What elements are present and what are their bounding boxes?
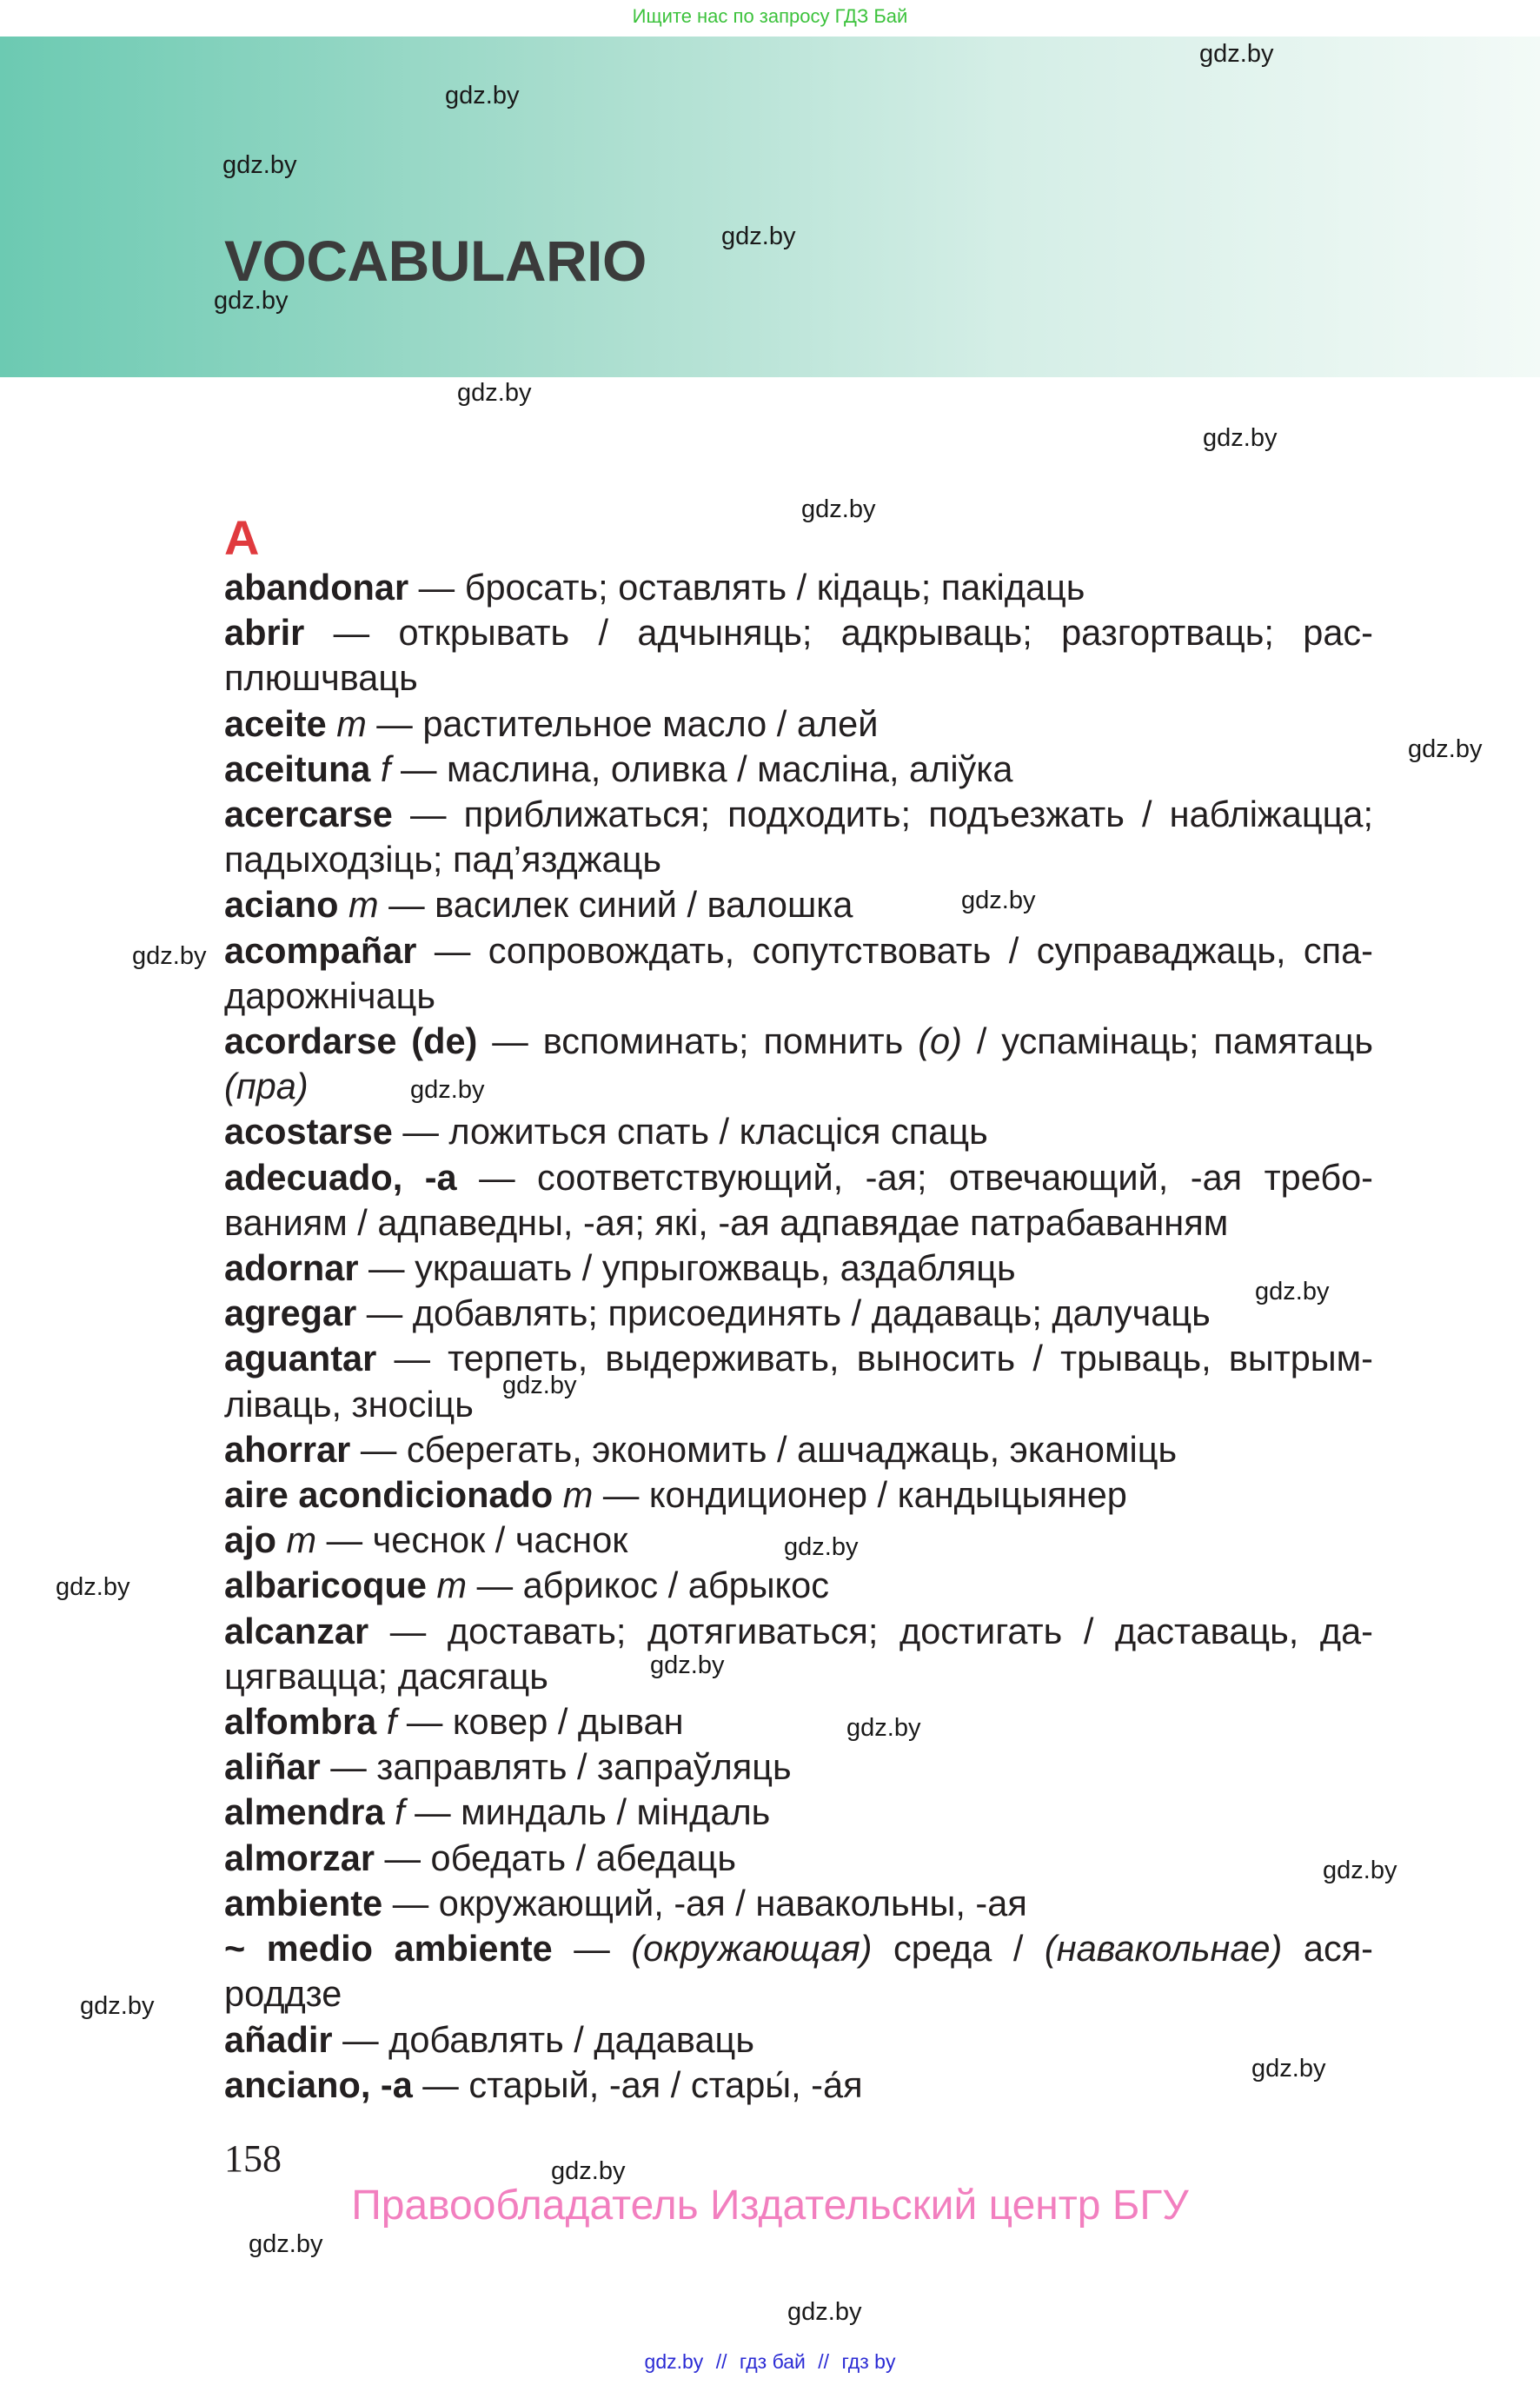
translation: асяроддзе <box>224 1928 1373 2015</box>
headword: acordarse (de) <box>224 1020 478 1062</box>
watermark: gdz.by <box>551 2157 626 2185</box>
grammar-note: (пра) <box>224 1066 309 1107</box>
headword: añadir <box>224 2018 333 2060</box>
watermark: gdz.by <box>1408 735 1483 763</box>
translation <box>376 1701 387 1742</box>
vocabulary-entry <box>224 1427 1373 1472</box>
translation: — кондиционер / кандыцыянер <box>593 1474 1127 1516</box>
translation: — добавлять / дадаваць <box>332 2018 754 2060</box>
footer-links <box>0 2350 1540 2374</box>
translation <box>427 1565 437 1605</box>
vocabulary-entry <box>224 610 1373 701</box>
headword: almendra <box>224 1791 385 1833</box>
vocabulary-entry <box>224 1836 1373 1881</box>
page-number: 158 <box>224 2137 282 2180</box>
vocabulary-entry <box>224 1109 1373 1154</box>
vocabulary-entry <box>224 1291 1373 1336</box>
translation <box>338 884 348 925</box>
vocabulary-entry <box>224 1472 1373 1518</box>
headword: aire acondicionado <box>224 1474 554 1516</box>
translation: — приближаться; подходить; подъезжать / набліжацца; падыходзіць; пад’язджаць <box>224 794 1373 880</box>
watermark: gdz.by <box>846 1714 921 1742</box>
vocabulary-entry <box>224 1563 1373 1608</box>
translation: — старый, -ая / стары́, -а́я <box>412 2063 863 2105</box>
watermark: gdz.by <box>214 287 289 315</box>
watermark: gdz.by <box>132 942 207 970</box>
watermark: gdz.by <box>445 82 520 110</box>
grammar-note: m <box>562 1474 594 1516</box>
watermark: gdz.by <box>249 2230 323 2258</box>
translation <box>327 703 337 744</box>
vocabulary-entry <box>224 882 1373 927</box>
headword: aceituna <box>224 747 371 789</box>
translation <box>553 1474 563 1515</box>
vocabulary-entry <box>224 747 1373 792</box>
translation: — украшать / упрыгожваць, аздабляць <box>358 1247 1016 1289</box>
headword: alcanzar <box>224 1610 369 1651</box>
watermark: gdz.by <box>721 223 796 250</box>
section-letter: A <box>224 510 260 565</box>
header-band <box>0 37 1540 377</box>
headword: adornar <box>224 1247 359 1289</box>
translation: / успамінаць; памятаць <box>961 1020 1373 1062</box>
translation: — добавлять; присоединять / дадаваць; далучаць <box>356 1292 1211 1334</box>
translation: — миндаль / міндаль <box>404 1791 771 1833</box>
grammar-note: f <box>380 747 391 789</box>
watermark: gdz.by <box>56 1573 130 1601</box>
vocabulary-entry <box>224 1790 1373 1835</box>
watermark: gdz.by <box>1255 1278 1330 1305</box>
vocabulary-entry <box>224 1246 1373 1291</box>
watermark: gdz.by <box>787 2298 862 2326</box>
headword: ajo <box>224 1519 276 1561</box>
translation: — доставать; дотягиваться; достигать / даставаць, дацягвацца; дасягаць <box>224 1610 1373 1697</box>
headword: ambiente <box>224 1882 383 1923</box>
vocabulary-entry <box>224 1019 1373 1109</box>
translation: — вспоминать; помнить <box>477 1020 919 1062</box>
translation: — сопровождать, сопутствовать / суправаджаць, спадарожнічаць <box>224 929 1373 1016</box>
vocabulary-entry <box>224 701 1373 747</box>
translation: — василек синий / валошка <box>378 884 853 926</box>
headword: ~ medio ambiente <box>224 1928 553 1970</box>
vocabulary-entry <box>224 792 1373 882</box>
footer-separator: // <box>715 2350 727 2373</box>
watermark: gdz.by <box>1323 1857 1397 1884</box>
footer-link-gdz-by[interactable]: гдз by <box>841 2350 896 2373</box>
watermark: gdz.by <box>502 1372 577 1399</box>
grammar-note: m <box>286 1519 317 1561</box>
watermark: gdz.by <box>410 1076 485 1104</box>
vocabulary-entry <box>224 1744 1373 1790</box>
translation: — растительное масло / алей <box>366 702 879 744</box>
translation <box>385 1791 395 1832</box>
translation: — <box>552 1928 632 1970</box>
headword: aguantar <box>224 1338 377 1379</box>
grammar-note: f <box>386 1701 397 1743</box>
grammar-note: (навакольнае) <box>1044 1928 1283 1970</box>
vocabulary-entry <box>224 1699 1373 1744</box>
watermark: gdz.by <box>1203 424 1278 452</box>
grammar-note: f <box>395 1791 405 1833</box>
grammar-note: m <box>336 702 367 744</box>
footer-link-gdz-bai[interactable]: гдз бай <box>739 2350 806 2373</box>
headword: abandonar <box>224 567 409 608</box>
headword: abrir <box>224 612 305 654</box>
grammar-note: m <box>436 1565 468 1606</box>
headword: acostarse <box>224 1111 393 1153</box>
top-banner[interactable]: Ищите нас по запросу ГДЗ Бай <box>632 5 908 27</box>
headword: aceite <box>224 702 327 744</box>
page-title: VOCABULARIO <box>224 229 647 293</box>
headword: agregar <box>224 1292 357 1334</box>
translation: — маслина, оливка / масліна, аліўка <box>390 747 1013 789</box>
grammar-note: m <box>348 884 379 926</box>
watermark: gdz.by <box>1199 40 1274 68</box>
translation: — окружающий, -ая / навакольны, -ая <box>382 1882 1027 1923</box>
vocabulary-entry <box>224 2017 1373 2063</box>
watermark: gdz.by <box>650 1651 725 1679</box>
vocabulary-entry <box>224 928 1373 1019</box>
headword: aliñar <box>224 1746 321 1788</box>
translation: — терпеть, выдерживать, выносить / трываць, вытрымліваць, зносіць <box>224 1338 1373 1425</box>
translation: — сберегать, экономить / ашчаджаць, эканоміць <box>350 1428 1178 1470</box>
translation: — абрикос / абрыкос <box>467 1565 829 1606</box>
translation: — чеснок / часнок <box>316 1519 628 1561</box>
vocabulary-list <box>224 565 1373 2108</box>
watermark: gdz.by <box>1251 2055 1326 2083</box>
footer-separator: // <box>818 2350 830 2373</box>
translation <box>370 748 381 789</box>
headword: acompañar <box>224 929 417 971</box>
translation: — соответствующий, -ая; отвечающий, -ая требованиям / адпаведны, -ая; які, -ая адпавядае патрабаванням <box>224 1156 1373 1243</box>
watermark: gdz.by <box>80 1992 155 2020</box>
translation: — бросать; оставлять / кідаць; пакідаць <box>408 567 1085 608</box>
headword: acercarse <box>224 794 393 835</box>
vocabulary-entry <box>224 1609 1373 1699</box>
vocabulary-entry <box>224 565 1373 610</box>
headword: aciano <box>224 884 339 926</box>
headword: adecuado, -a <box>224 1156 457 1198</box>
headword: albaricoque <box>224 1565 427 1606</box>
watermark: gdz.by <box>222 151 297 179</box>
translation: — ковер / дыван <box>396 1701 684 1743</box>
watermark: gdz.by <box>784 1533 859 1561</box>
copyright-notice: Правообладатель Издательский центр БГУ <box>351 2182 1189 2229</box>
headword: alfombra <box>224 1701 377 1743</box>
headword: anciano, -a <box>224 2063 413 2105</box>
translation: — ложиться спать / класціся спаць <box>392 1111 988 1153</box>
vocabulary-entry <box>224 1155 1373 1246</box>
vocabulary-entry <box>224 1881 1373 1926</box>
headword: ahorrar <box>224 1428 351 1470</box>
translation: — заправлять / запраўляць <box>320 1746 792 1788</box>
translation: — обедать / абедаць <box>375 1837 736 1878</box>
vocabulary-entry <box>224 2063 1373 2108</box>
grammar-note: (о) <box>918 1020 962 1062</box>
footer-link-gdz[interactable]: gdz.by <box>644 2350 704 2373</box>
translation: среда / <box>872 1928 1045 1970</box>
vocabulary-entry <box>224 1336 1373 1426</box>
translation: — открывать / адчыняць; адкрываць; разгортваць; расплюшчваць <box>224 612 1373 699</box>
vocabulary-entry <box>224 1926 1373 2016</box>
watermark: gdz.by <box>801 495 876 523</box>
headword: almorzar <box>224 1837 375 1878</box>
translation <box>276 1519 287 1560</box>
watermark: gdz.by <box>457 379 532 407</box>
watermark: gdz.by <box>961 887 1036 914</box>
grammar-note: (окружающая) <box>631 1928 873 1970</box>
